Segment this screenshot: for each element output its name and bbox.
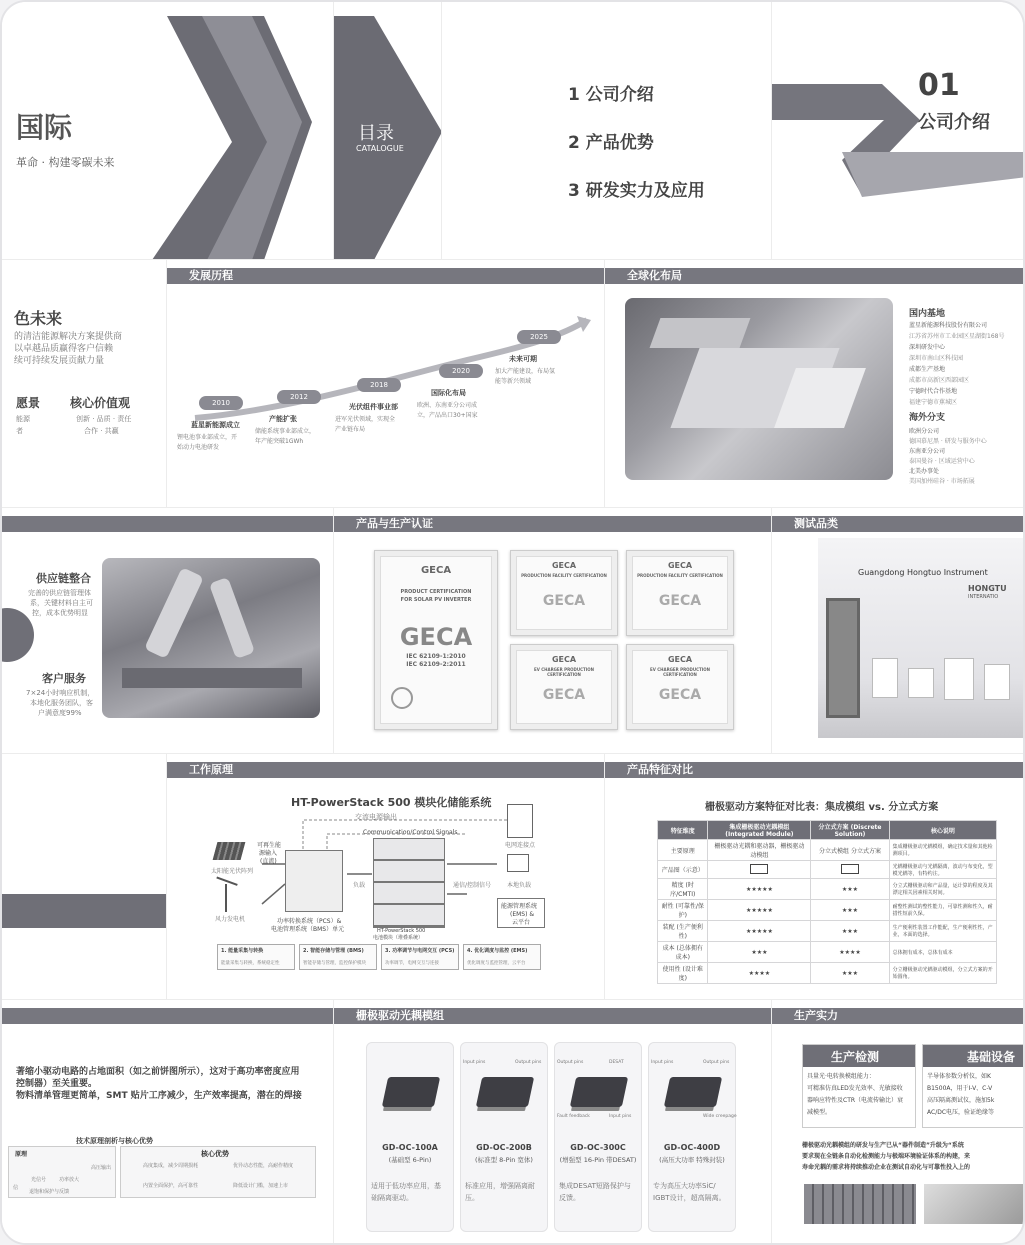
product-name: GD-OC-300C bbox=[570, 1143, 626, 1152]
production-line-2: 可精准仿真LED发光效率、光敏接收 bbox=[807, 1085, 903, 1092]
product-subtitle: (标准型 8-Pin 宽体) bbox=[475, 1156, 533, 1164]
production-header: 生产实力 bbox=[794, 1009, 838, 1022]
table-cell: ★★★★★ bbox=[708, 879, 811, 900]
cert-main-line-1: PRODUCT CERTIFICATION bbox=[400, 589, 472, 595]
pin-label: Input pins bbox=[609, 1114, 632, 1119]
pin-label: Output pins bbox=[703, 1060, 730, 1065]
geca-logo-large: GECA bbox=[399, 623, 473, 651]
product-desc: 压。 bbox=[465, 1194, 479, 1202]
seal-icon bbox=[391, 687, 413, 709]
slide-history[interactable] bbox=[167, 260, 605, 508]
table-cell: 精度 (时序/CMTI) bbox=[658, 879, 708, 900]
adv-line-2: 控制器）至关重要。 bbox=[16, 1079, 98, 1089]
cert-small-inner bbox=[632, 556, 728, 630]
service-line-2: 本地化服务团队，客 bbox=[30, 699, 93, 707]
equipment-line-1: 半导体参数分析仪，如K bbox=[927, 1073, 991, 1080]
product-subtitle: (基础型 6-Pin) bbox=[388, 1156, 432, 1164]
table-cell: 耐整性测试的整性能力，可靠性测和性久，耐措性短前久保。 bbox=[889, 900, 996, 921]
global-header: 全球化布局 bbox=[627, 269, 682, 282]
milestone-desc: 年产能突破1GWh bbox=[255, 438, 304, 445]
adv-section-title: 技术原理剖析与核心优势 bbox=[76, 1137, 153, 1145]
table-cell: 集成栅极驱动光耦模组，确定技术量和其他检测项目。 bbox=[889, 840, 996, 861]
overseas-item: 东南亚分公司 bbox=[909, 448, 946, 455]
table-cell: ★★★★ bbox=[708, 963, 811, 984]
milestone-title: 未来可期 bbox=[509, 355, 537, 363]
cert-small-inner bbox=[516, 556, 612, 630]
step-box bbox=[299, 944, 377, 970]
core-values-line-1: 创新 · 品质 · 责任 bbox=[76, 415, 132, 423]
cert-header-bar bbox=[334, 516, 771, 532]
supply-line-3: 控，成本优势明显 bbox=[32, 609, 88, 617]
table-cell: 主要原理 bbox=[658, 840, 708, 861]
adv-item-3: 内置全面保护，高可靠性 bbox=[143, 1183, 199, 1189]
cover-subtitle: 革命 · 构建零碳未来 bbox=[16, 156, 115, 169]
pcs-unit bbox=[285, 850, 343, 912]
factory-aerial-photo bbox=[625, 298, 893, 480]
table-cell: 栅极驱动光耦和驱动器，栅极驱动动模组 bbox=[708, 840, 811, 861]
cert-small bbox=[510, 644, 618, 730]
geca-watermark: GECA bbox=[542, 687, 586, 703]
table-cell: 分立式栅极驱动和产品量，运计算的程度及其漂定相关因素相关时间。 bbox=[889, 879, 996, 900]
adv-line-1: 著缩小驱动电路的占地面积（如之前饼图所示），这对于高功率密度应用 bbox=[16, 1067, 300, 1077]
pin-label: Output pins bbox=[557, 1060, 584, 1065]
pin-label: DESAT bbox=[609, 1060, 624, 1065]
pin-label: Fault feedback bbox=[557, 1114, 590, 1119]
renewable-input-1: 可再生能 bbox=[257, 842, 282, 849]
step-desc: 能量采集与转换，系统稳定性 bbox=[221, 961, 280, 966]
step-desc: 优化调度与监控管理，云平台 bbox=[467, 961, 526, 966]
cert-small-inner bbox=[516, 650, 612, 724]
history-header: 发展历程 bbox=[189, 269, 233, 282]
production-photo-1 bbox=[804, 1184, 916, 1224]
production-para-2: 要求现在全链条自动化检测能力与极端环境验证体系的构建，来 bbox=[802, 1153, 971, 1160]
step-box bbox=[381, 944, 459, 970]
table-row bbox=[658, 942, 997, 963]
table-row bbox=[658, 879, 997, 900]
chip-package-icon bbox=[664, 1077, 722, 1107]
ac-output-label: 交流电源输出 bbox=[355, 813, 397, 821]
product-desc: 集成DESAT短路保护与 bbox=[559, 1182, 631, 1190]
geca-logo: GECA bbox=[667, 655, 693, 664]
cert-small bbox=[510, 550, 618, 636]
milestone-title: 产能扩张 bbox=[269, 415, 297, 423]
service-line-1: 7×24小时响应机制， bbox=[26, 689, 95, 697]
table-header-cell: 集成栅极驱动光耦模组 (Integrated Module) bbox=[708, 821, 811, 840]
table-cell: ★★★ bbox=[811, 963, 889, 984]
component-diagram-icon bbox=[750, 864, 768, 874]
vision-line-1: 能源 bbox=[16, 415, 30, 423]
production-para-3: 寿命光耦的需求将持续推动企业在测试自动化与可靠性投入上的 bbox=[802, 1164, 971, 1171]
stack-label-1: HT-PowerStack 500 bbox=[377, 928, 426, 934]
pin-label: Output pins bbox=[515, 1060, 542, 1065]
ems-line-1: 能源管理系统 bbox=[501, 903, 538, 910]
milestone-year: 2020 bbox=[439, 364, 483, 378]
supply-line-2: 系，关键材料自主可 bbox=[30, 599, 93, 607]
product-subtitle: (高压大功率 特殊封装) bbox=[659, 1156, 725, 1164]
products-header: 栅极驱动光耦模组 bbox=[356, 1009, 444, 1022]
step-box bbox=[463, 944, 541, 970]
domestic-item: 成都生产基地 bbox=[909, 366, 946, 373]
milestone-desc: 进军光伏领域，实现全 bbox=[335, 416, 396, 423]
slide-cover[interactable] bbox=[2, 2, 334, 260]
table-cell: ★★★★★ bbox=[708, 900, 811, 921]
section-number: 01 bbox=[918, 68, 960, 103]
table-row bbox=[658, 921, 997, 942]
flow-small-2: 退饱和保护与反馈 bbox=[29, 1189, 70, 1195]
pv-label: 太阳能光伏阵列 bbox=[211, 868, 254, 875]
table-cell: ★★★ bbox=[811, 900, 889, 921]
milestone-year: 2025 bbox=[517, 330, 561, 344]
products-header-bar bbox=[334, 1008, 771, 1024]
catalogue-title: 目录 bbox=[358, 123, 394, 144]
service-title: 客户服务 bbox=[42, 672, 86, 685]
table-cell bbox=[811, 861, 889, 879]
principle-header: 工作原理 bbox=[189, 763, 233, 776]
mission-line-2: 以卓越品质赢得客户信赖 bbox=[14, 344, 114, 354]
battery-stack bbox=[373, 838, 445, 928]
pin-label: Input pins bbox=[651, 1060, 674, 1065]
principle-title: 原理 bbox=[15, 1151, 28, 1158]
table-header-cell: 特征维度 bbox=[658, 821, 708, 840]
product-desc: 础隔离驱动。 bbox=[371, 1194, 413, 1202]
system-title: HT-PowerStack 500 模块化储能系统 bbox=[291, 796, 492, 809]
milestone-desc: 始动力电池研发 bbox=[177, 444, 220, 451]
table-row bbox=[658, 861, 997, 879]
production-line-1: 具量光·电转换模组能力： bbox=[807, 1073, 875, 1080]
cover-title: 国际 bbox=[16, 111, 73, 144]
geca-logo: GECA bbox=[551, 655, 577, 664]
comm-signals-label: 通信/控制信号 bbox=[453, 882, 492, 889]
product-name: GD-OC-400D bbox=[663, 1143, 721, 1152]
comparison-title: 栅极驱动方案特征对比表：集成模组 vs. 分立式方案 bbox=[705, 802, 939, 813]
domestic-item: 成都市高新区西部园区 bbox=[909, 377, 970, 384]
slide-testing[interactable] bbox=[772, 508, 1025, 754]
geca-watermark: GECA bbox=[658, 593, 702, 609]
cert-small-title: PRODUCTION FACILITY CERTIFICATION bbox=[637, 573, 723, 578]
step-title: 1. 能量采集与转换 bbox=[221, 948, 264, 954]
stack-label-2: 电池模块（堆叠系统） bbox=[373, 935, 424, 941]
advantage-header-bar bbox=[2, 1008, 333, 1024]
adv-line-3: 物料清单管理更简单，SMT 贴片工序减少，生产效率提高，潜在的焊接 bbox=[16, 1091, 302, 1101]
product-desc: 专为高压大功率SiC/ bbox=[653, 1182, 716, 1190]
local-load-label: 本地负载 bbox=[507, 882, 532, 889]
cert-small bbox=[626, 644, 734, 730]
cert-main-line-2: FOR SOLAR PV INVERTER bbox=[400, 597, 472, 603]
equipment-line-3: 高压隔离测试仪，施加5k bbox=[927, 1097, 995, 1104]
product-desc: 反馈。 bbox=[559, 1194, 580, 1202]
geca-logo: GECA bbox=[667, 561, 693, 570]
geca-watermark: GECA bbox=[542, 593, 586, 609]
cert-main-line-4: IEC 62109-2:2011 bbox=[406, 661, 466, 668]
table-cell bbox=[708, 861, 811, 879]
milestone-desc: 产业链布局 bbox=[335, 426, 366, 433]
mission-line-3: 续可持续发展贡献力量 bbox=[14, 356, 105, 366]
ems-line-3: 云平台 bbox=[512, 919, 531, 926]
product-card[interactable] bbox=[554, 1042, 642, 1232]
milestone-year: 2018 bbox=[357, 378, 401, 392]
slide-mission[interactable] bbox=[2, 260, 167, 508]
core-adv-title: 核心优势 bbox=[201, 1150, 229, 1158]
flow-1: 光信号 bbox=[31, 1177, 47, 1183]
adv-item-1: 高度集成，减少周期损耗 bbox=[143, 1163, 199, 1169]
toc-item-2[interactable]: 2 产品优势 bbox=[568, 133, 654, 153]
milestone-title: 光伏组件事业部 bbox=[349, 403, 398, 411]
step-title: 2. 智能存储与管理 (BMS) bbox=[303, 948, 364, 954]
table-row bbox=[658, 900, 997, 921]
table-cell: 光耦栅极驱动与光耦隔离，波动与布变化，型模光耦等，有特约注。 bbox=[889, 861, 996, 879]
product-desc: IGBT设计，超高隔离。 bbox=[653, 1194, 726, 1202]
supply-title: 供应链整合 bbox=[36, 572, 91, 585]
milestone-desc: 欧洲、东南亚分公司成 bbox=[417, 402, 478, 409]
cert-main bbox=[374, 550, 498, 730]
equipment-line-2: B1500A，用于I-V、C-V bbox=[927, 1085, 993, 1092]
table-header-cell: 核心说明 bbox=[889, 821, 996, 840]
table-cell: 分立式模组 分立式方案 bbox=[811, 840, 889, 861]
domestic-item: 蓝星新能源科技股份有限公司 bbox=[909, 322, 988, 329]
step-box bbox=[217, 944, 295, 970]
grid-label: 电网连接点 bbox=[505, 842, 536, 849]
table-header-row bbox=[658, 821, 997, 840]
overseas-item: 德国慕尼黑 · 研发与服务中心 bbox=[909, 438, 987, 445]
production-box bbox=[802, 1044, 916, 1128]
table-cell: 成本 (总体拥有成本) bbox=[658, 942, 708, 963]
equipment-box-title: 基础设备 bbox=[967, 1050, 1016, 1064]
house-icon bbox=[507, 854, 529, 872]
vision-title: 愿景 bbox=[16, 396, 41, 410]
supply-line-1: 完善的供应链管理体 bbox=[28, 589, 91, 597]
table-cell: 分立栅极驱动光耦驱动模组，分立式方案的开始圆角。 bbox=[889, 963, 996, 984]
milestone-title: 国际化布局 bbox=[431, 389, 466, 397]
flow-2: 功率放大 bbox=[59, 1177, 80, 1183]
overseas-item: 北美办事处 bbox=[909, 468, 940, 475]
renewable-input-2: 源输入 bbox=[259, 850, 278, 857]
component-diagram-icon bbox=[841, 864, 859, 874]
product-subtitle: (增强型 16-Pin 带DESAT) bbox=[559, 1156, 637, 1164]
pin-label: Input pins bbox=[463, 1060, 486, 1065]
mission-title: 色未来 bbox=[14, 309, 63, 328]
milestone-desc: 储能系统事业部成立， bbox=[255, 428, 316, 435]
chip-package-icon bbox=[570, 1077, 628, 1107]
lab-brand: HONGTU bbox=[968, 584, 1007, 593]
cert-main-line-3: IEC 62109-1:2010 bbox=[406, 653, 466, 660]
table-row bbox=[658, 840, 997, 861]
section-title: 公司介绍 bbox=[918, 112, 990, 133]
step-title: 4. 优化调度与监控 (EMS) bbox=[467, 948, 528, 954]
slide-principle[interactable] bbox=[167, 754, 605, 1000]
table-cell: 装配 (生产便利性) bbox=[658, 921, 708, 942]
milestone-desc: 能等新兴领域 bbox=[495, 378, 532, 385]
testing-header-bar bbox=[772, 516, 1025, 532]
production-line-4: 减模型。 bbox=[807, 1109, 832, 1116]
pcs-label-1: 功率转换系统（PCS）& bbox=[277, 918, 342, 925]
comparison-table bbox=[657, 820, 997, 984]
product-card[interactable] bbox=[460, 1042, 548, 1232]
adv-item-4: 降低设计门槛，加速上市 bbox=[233, 1183, 289, 1189]
supply-header-bar bbox=[2, 516, 333, 532]
table-cell: ★★★★★ bbox=[708, 921, 811, 942]
table-cell: 总体拥有成本，总体有成本 bbox=[889, 942, 996, 963]
production-line-3: 器响应特性及CTR（电流传输比）衰 bbox=[807, 1097, 904, 1104]
catalogue-subtitle: CATALOGUE bbox=[356, 144, 404, 153]
slide-production[interactable] bbox=[772, 1000, 1025, 1245]
slide-catalogue[interactable] bbox=[334, 2, 442, 260]
principle-box bbox=[8, 1146, 116, 1198]
ems-box bbox=[497, 898, 545, 928]
testing-header: 测试品类 bbox=[794, 517, 838, 530]
table-cell: ★★★ bbox=[708, 942, 811, 963]
vision-line-2: 者 bbox=[16, 427, 23, 435]
core-values-title: 核心价值观 bbox=[70, 396, 131, 410]
cert-small-inner bbox=[632, 650, 728, 724]
step-desc: 智能存储与管理，监控保护模块 bbox=[303, 961, 366, 966]
cert-header: 产品与生产认证 bbox=[356, 517, 433, 530]
slide-supply[interactable] bbox=[2, 508, 334, 754]
slide-toc[interactable] bbox=[442, 2, 772, 260]
equipment-line-4: AC/DC电压，验证绝缘等 bbox=[927, 1109, 995, 1116]
wind-label: 风力发电机 bbox=[215, 916, 246, 923]
slide-blank-left[interactable] bbox=[2, 754, 167, 1000]
table-cell: 使用性 (设计难度) bbox=[658, 963, 708, 984]
gray-block-decoration bbox=[2, 894, 167, 928]
product-card[interactable] bbox=[366, 1042, 454, 1232]
equipment-box bbox=[922, 1044, 1025, 1128]
comparison-header: 产品特征对比 bbox=[627, 763, 693, 776]
milestone-year: 2012 bbox=[277, 390, 321, 404]
product-desc: 标准应用，增强隔离耐 bbox=[465, 1182, 535, 1190]
table-header-cell: 分立式方案 (Discrete Solution) bbox=[811, 821, 889, 840]
table-cell: 耐性 (可靠性/保护) bbox=[658, 900, 708, 921]
pcs-label-2: 电池管理系统（BMS）单元 bbox=[271, 926, 345, 933]
table-cell: 生产便利性装置工作能配，生产便利性性，产业，本面的选择。 bbox=[889, 921, 996, 942]
toc-item-3[interactable]: 3 研发实力及应用 bbox=[568, 181, 705, 201]
ems-line-2: (EMS) & bbox=[510, 911, 535, 918]
milestone-year: 2010 bbox=[199, 396, 243, 410]
geca-logo: GECA bbox=[420, 565, 452, 576]
production-box-title: 生产检测 bbox=[831, 1050, 880, 1064]
geca-logo: GECA bbox=[551, 561, 577, 570]
circle-decoration bbox=[2, 608, 34, 662]
lab-brand-2: INTERNATIO bbox=[968, 594, 999, 600]
solar-panel-icon bbox=[213, 842, 246, 860]
domestic-item: 江苏省苏州市工业园区星湖街168号 bbox=[909, 333, 1005, 340]
product-card[interactable] bbox=[648, 1042, 736, 1232]
overseas-item: 欧洲分公司 bbox=[909, 428, 940, 435]
lab-equipment-photo bbox=[818, 538, 1025, 738]
production-header-bar bbox=[772, 1008, 1025, 1024]
renewable-input-3: (直流) bbox=[260, 858, 277, 865]
grid-tower-icon bbox=[507, 804, 533, 838]
robot-assembly-photo bbox=[102, 558, 320, 718]
chip-package-icon bbox=[476, 1077, 534, 1107]
slide-section-01[interactable] bbox=[772, 2, 1025, 260]
mission-line-1: 的清洁能源解决方案提供商 bbox=[14, 332, 123, 342]
table-cell: 产品图（示意） bbox=[658, 861, 708, 879]
cert-small-title: EV CHARGER PRODUCTION CERTIFICATION bbox=[649, 667, 711, 677]
step-desc: 功率调节，电网交互与连接 bbox=[385, 961, 439, 966]
domestic-item: 福建宁德市蕉城区 bbox=[909, 399, 958, 406]
chip-package-icon bbox=[382, 1077, 440, 1107]
table-cell: ★★★★ bbox=[811, 942, 889, 963]
flow-3: 高压输出 bbox=[91, 1165, 112, 1171]
milestone-desc: 锂电池事业部成立，开 bbox=[177, 434, 238, 441]
service-line-3: 户满意度99% bbox=[38, 709, 82, 717]
comm-signal-label: Communication/Control Signals bbox=[363, 829, 458, 836]
toc-item-1[interactable]: 1 公司介绍 bbox=[568, 85, 654, 105]
production-para-1: 栅极驱动光耦模组的研发与生产已从“器件制造”升级为“系统 bbox=[802, 1142, 964, 1149]
core-adv-box bbox=[120, 1146, 316, 1198]
table-cell: ★★★ bbox=[811, 921, 889, 942]
slide-advantage[interactable] bbox=[2, 1000, 334, 1245]
cert-small-title: PRODUCTION FACILITY CERTIFICATION bbox=[521, 573, 607, 578]
domestic-item: 深圳研发中心 bbox=[909, 344, 946, 351]
domestic-item: 宁德时代合作基地 bbox=[909, 388, 958, 395]
cert-small bbox=[626, 550, 734, 636]
overseas-title: 海外分支 bbox=[909, 413, 946, 423]
milestone-title: 蓝星新能源成立 bbox=[191, 421, 240, 429]
load-label: 负载 bbox=[353, 882, 366, 889]
slide-comparison[interactable] bbox=[605, 754, 1025, 1000]
slide-certification[interactable] bbox=[334, 508, 772, 754]
overseas-item: 泰国曼谷 · 区域运营中心 bbox=[909, 458, 975, 465]
slide-products[interactable] bbox=[334, 1000, 772, 1245]
comparison-header-bar bbox=[605, 762, 1025, 778]
core-values-line-2: 合作 · 共赢 bbox=[84, 427, 119, 435]
geca-watermark: GECA bbox=[658, 687, 702, 703]
table-cell: ★★★ bbox=[811, 879, 889, 900]
adv-item-2: 优异动态性能，高耐作精度 bbox=[233, 1163, 294, 1169]
product-name: GD-OC-100A bbox=[382, 1143, 438, 1152]
milestone-desc: 加大产能建设，布局氢 bbox=[495, 368, 556, 375]
product-name: GD-OC-200B bbox=[476, 1143, 532, 1152]
lab-name: Guangdong Hongtuo Instrument bbox=[858, 568, 988, 577]
flow-small-1: 信 bbox=[13, 1185, 19, 1191]
global-header-bar bbox=[605, 268, 1025, 284]
slide-global[interactable] bbox=[605, 260, 1025, 508]
production-photo-2 bbox=[924, 1184, 1025, 1224]
milestone-desc: 立，产品出口30+国家 bbox=[417, 412, 478, 419]
domestic-item: 深圳市南山区科技园 bbox=[909, 355, 964, 362]
domestic-title: 国内基地 bbox=[909, 309, 946, 319]
cert-small-title: EV CHARGER PRODUCTION CERTIFICATION bbox=[533, 667, 595, 677]
overseas-item: 美国加州硅谷 · 市场拓展 bbox=[909, 478, 975, 485]
step-title: 3. 功率调节与电网交互 (PCS) bbox=[385, 948, 455, 954]
product-desc: 适用于低功率应用，基 bbox=[371, 1182, 441, 1190]
table-row bbox=[658, 963, 997, 984]
pin-label: Wide creepage bbox=[703, 1114, 737, 1119]
